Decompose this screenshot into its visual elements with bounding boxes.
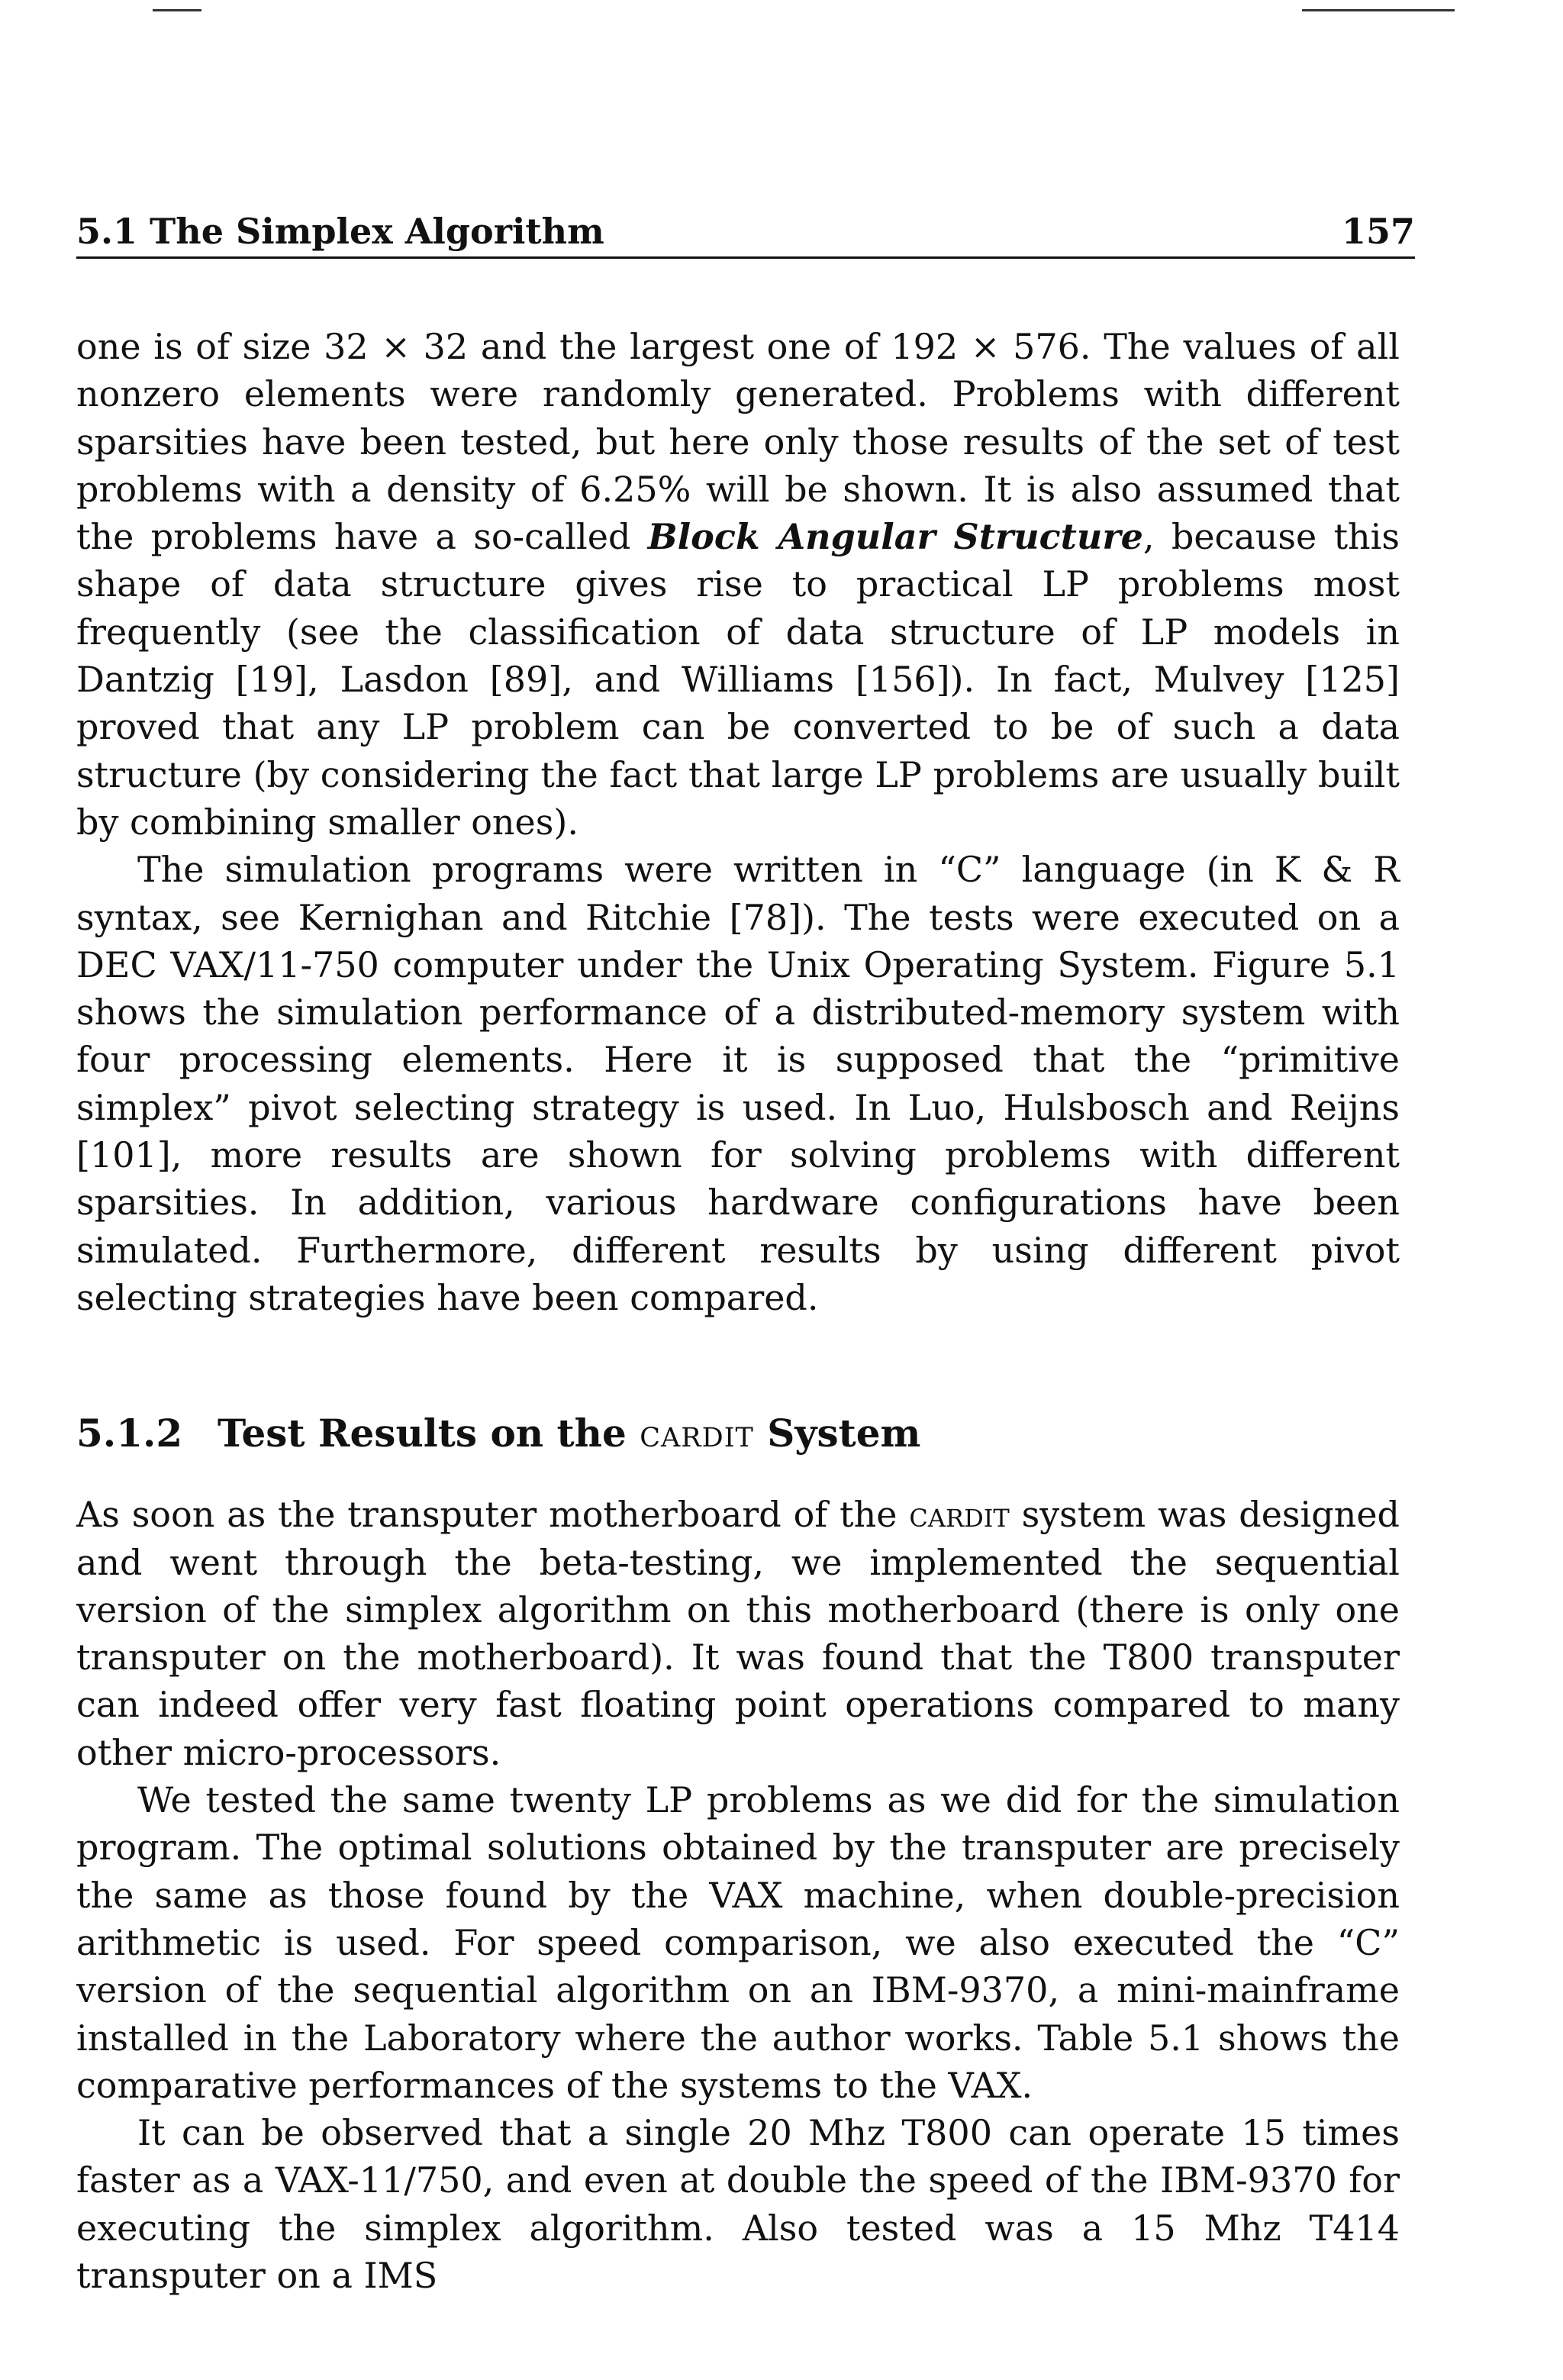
paragraph-3-text-b: system was designed and went through the beta-testing, we implemented the sequential version of the simplex algorithm on this motherboard (there is only one transputer on the motherboard). It was found that the T800 transputer can indeed offer very fast floating point operations compared to many other micro-processors. — [76, 1494, 1400, 1773]
paragraph-1-text-b: , because this shape of data structure gives rise to practical LP problems most frequently (see the classification of data structure of LP models in Dantzig [19], Lasdon [89], and Williams [156]). In fact, Mulvey [125] proved that any LP problem can be converted to be of such a data structure (by considering the fact that large LP problems are usually built by combining smaller ones). — [76, 516, 1400, 843]
section-heading — [76, 1407, 1400, 1460]
paragraph-3-text-a: As soon as the transputer motherboard of the — [76, 1494, 910, 1536]
section-title-b: System — [753, 1411, 921, 1456]
section-number: 5.1.2 — [76, 1411, 183, 1456]
top-edge-rule-left — [153, 9, 201, 11]
paragraph-twenty-lp-problems: We tested the same twenty LP problems as we did for the simulation program. The optimal solutions obtained by the transputer are precisely the same as those found by the VAX machine, when double-precision arithmetic is used. For speed comparison, we also executed the “C” version of the sequential algorithm on an IBM-9370, a mini-mainframe installed in the Laboratory where the author works. Table 5.1 shows the comparative performances of the systems to the VAX. — [76, 1779, 1400, 2106]
paragraph-t800-speed: It can be observed that a single 20 Mhz T800 can operate 15 times faster as a VAX-11/750, and even at double the speed of the IBM-9370 for executing the simplex algorithm. Also tested was a 15 Mhz T414 transputer on a IMS — [76, 2112, 1400, 2296]
paragraph-simulation-programs: The simulation programs were written in “C” language (in K & R syntax, see Kernighan and Ritchie [78]). The tests were executed on a DEC VAX/11-750 computer under the Unix Operating System. Figure 5.1 shows the simulation performance of a distributed-memory system with four processing elements. Here it is supposed that the “primitive simplex” pivot selecting strategy is used. In Luo, Hulsbosch and Reijns [101], more results are shown for solving problems with different sparsities. In addition, various hardware configurations have been simulated. Furthermore, different results by using different pivot selecting strategies have been compared. — [76, 849, 1400, 1318]
running-head-title: 5.1 The Simplex Algorithm — [76, 211, 604, 252]
paragraph-3-smallcaps: cardit — [909, 1494, 1010, 1536]
top-edge-rule-right — [1302, 9, 1455, 11]
paragraph-transputer-motherboard — [76, 1491, 1400, 1776]
section-title-a: Test Results on the — [218, 1411, 640, 1456]
section-title-smallcaps: cardit — [640, 1411, 754, 1456]
page-body — [76, 323, 1400, 2299]
page-number: 157 — [1341, 211, 1415, 252]
running-head — [76, 208, 1415, 259]
paragraph-1-text-a: one is of size 32 × 32 and the largest one of 192 × 576. The values of all nonzero elements were randomly generated. Problems with different sparsities have been tested, but here only those results of the set of test problems with a density of 6.25% will be shown. It is also assumed that the problems have a so-called — [76, 326, 1400, 558]
paragraph-continued — [76, 323, 1400, 846]
emphasis-block-angular-structure: Block Angular Structure — [647, 516, 1143, 558]
